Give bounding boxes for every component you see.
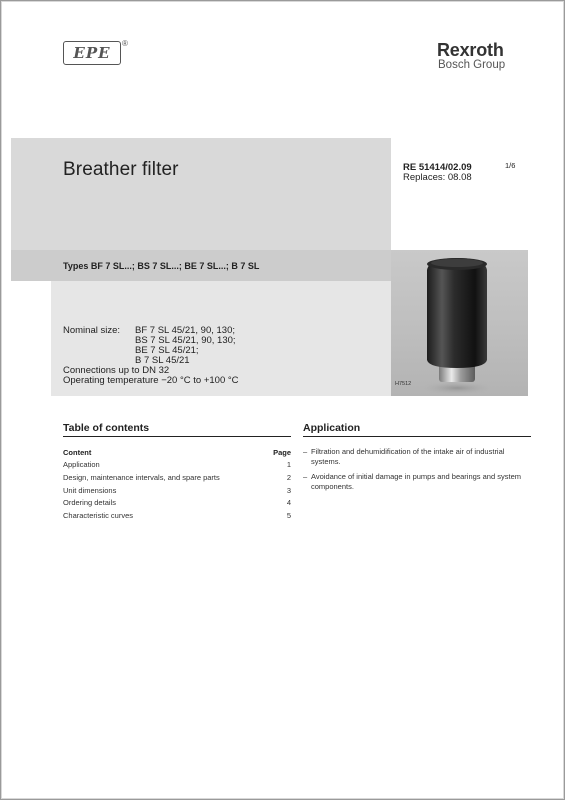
product-photo xyxy=(391,250,528,396)
toc-entry-page: 3 xyxy=(286,485,291,495)
photo-code: H7512 xyxy=(395,381,412,387)
toc-entry-page: 1 xyxy=(286,460,291,470)
nominal-size-value: BS 7 SL 45/21, 90, 130; xyxy=(135,335,236,346)
document-number: RE 51414/02.09 xyxy=(403,162,472,173)
dash-bullet: – xyxy=(303,447,308,456)
toc-entry-page: 2 xyxy=(286,472,291,482)
toc-entry-label: Application xyxy=(63,460,100,470)
nominal-size-label: Nominal size: xyxy=(63,325,121,336)
application-item-text: Avoidance of initial damage in pumps and bearings and system components. xyxy=(311,472,521,491)
dash-bullet: – xyxy=(303,472,308,481)
toc-entry-page: 5 xyxy=(286,510,291,520)
nominal-size-value: BE 7 SL 45/21; xyxy=(135,345,199,356)
page-number: 1/6 xyxy=(505,161,516,170)
toc-header-row xyxy=(63,446,291,459)
toc-entry-page: 4 xyxy=(286,498,291,508)
toc-row[interactable] xyxy=(63,484,291,497)
table-of-contents xyxy=(63,446,291,522)
epe-logo: EPE xyxy=(63,41,121,65)
title-panel xyxy=(11,138,391,250)
toc-entry-label: Characteristic curves xyxy=(63,510,134,520)
bosch-group-label: Bosch Group xyxy=(438,59,506,71)
application-item-text: Filtration and dehumidification of the intake air of industrial systems. xyxy=(311,447,505,466)
toc-row[interactable] xyxy=(63,509,291,522)
list-item xyxy=(303,472,531,492)
nominal-size-value: BF 7 SL 45/21, 90, 130; xyxy=(135,325,235,336)
toc-entry-label: Design, maintenance intervals, and spare parts xyxy=(63,472,220,482)
types-line: Types BF 7 SL...; BS 7 SL...; BE 7 SL...; B 7 SL xyxy=(63,261,260,271)
toc-entry-label: Unit dimensions xyxy=(63,485,117,495)
toc-entry-label: Ordering details xyxy=(63,498,116,508)
list-item xyxy=(303,447,531,467)
nominal-size-value: B 7 SL 45/21 xyxy=(135,355,190,366)
registered-mark: ® xyxy=(122,39,128,48)
specifications xyxy=(63,326,239,386)
breather-filter-image xyxy=(391,250,528,396)
toc-row[interactable] xyxy=(63,459,291,472)
toc-row[interactable] xyxy=(63,496,291,509)
application-heading: Application xyxy=(303,422,531,437)
toc-heading: Table of contents xyxy=(63,422,291,437)
replaces-label: Replaces: 08.08 xyxy=(403,172,472,183)
temperature-spec: Operating temperature −20 °C to +100 °C xyxy=(63,375,239,386)
connections-spec: Connections up to DN 32 xyxy=(63,365,170,376)
rexroth-logo: Rexroth xyxy=(437,40,504,60)
toc-col-page: Page xyxy=(273,447,291,457)
toc-row[interactable] xyxy=(63,471,291,484)
toc-col-content: Content xyxy=(63,447,92,457)
application-list xyxy=(303,447,531,497)
page-title: Breather filter xyxy=(63,159,179,180)
